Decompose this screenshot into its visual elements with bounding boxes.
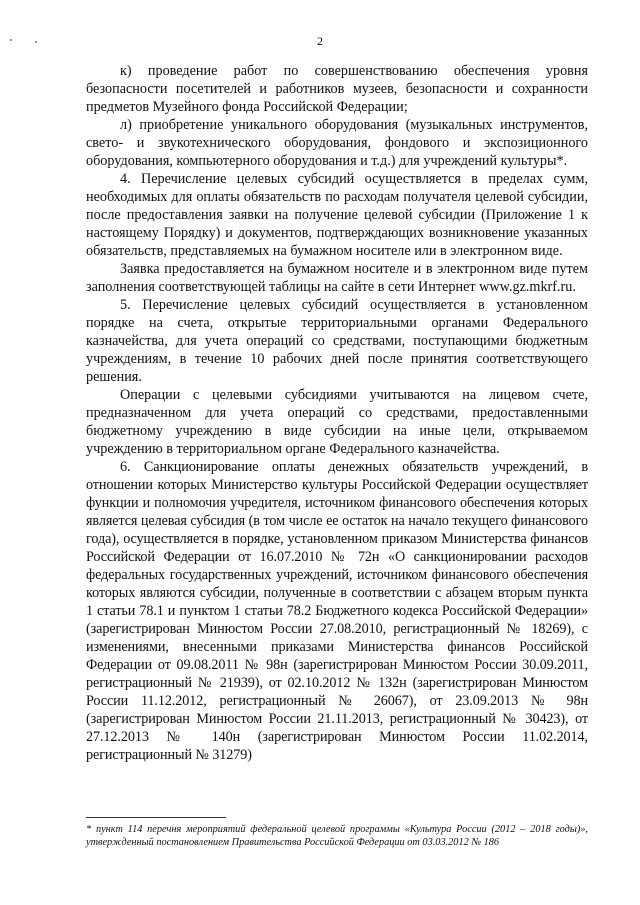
paragraph-operations: Операции с целевыми субсидиями учитываются на лицевом счете, предназначенном для учета операций со средствами, предоставленными бюджетному учреждению в виде субсидии на иные цели, открываемом учреждению в территориальном органе Федерального казначейства. (86, 387, 588, 457)
footnote: * пункт 114 перечня мероприятий федеральной целевой программы «Культура России (2012 – 2018 годы)», утвержденный постановлением Правительства Российской Федерации от 03.03.2012 № 186 (86, 824, 588, 848)
footnote-separator (86, 817, 226, 818)
paragraph-clause-4: 4. Перечисление целевых субсидий осуществляется в пределах сумм, необходимых для оплаты обязательств по расходам получателя целевой субсидии, после предоставления заявки на получение целевой субсидии (Приложение 1 к настоящему Порядку) и документов, подтверждающих возникновение указанных обязательств, представляемых на бумажном носителе или в электронном виде. (86, 171, 588, 259)
page-number: 2 (317, 34, 323, 48)
paragraph-clause-5: 5. Перечисление целевых субсидий осуществляется в установленном порядке на счета, открытые территориальными органами Федерального казначейства, для учета операций со средствами, поступающими бюджетным учреждениям, в течение 10 рабочих дней после принятия соответствующего решения. (86, 297, 588, 385)
document-body (86, 62, 588, 764)
paragraph-application: Заявка предоставляется на бумажном носителе и в электронном виде путем заполнения соответствующей таблицы на сайте в сети Интернет www.gz.mkrf.ru. (86, 261, 588, 295)
paragraph-item-k: к) проведение работ по совершенствованию обеспечения уровня безопасности посетителей и работников музеев, безопасности и сохранности предметов Музейного фонда Российской Федерации; (86, 63, 588, 115)
paragraph-item-l: л) приобретение уникального оборудования (музыкальных инструментов, свето- и звукотехнического оборудования, фондового и экспозиционного оборудования, компьютерного оборудования и т.д.) для учреждений культуры*. (86, 117, 588, 169)
paragraph-clause-6: 6. Санкционирование оплаты денежных обязательств учреждений, в отношении которых Министерство культуры Российской Федерации осуществляет функции и полномочия учредителя, источником финансового обеспечения которых является целевая субсидия (в том числе ее остаток на начало текущего финансового года), осуществляется в порядке, установленном приказом Министерства финансов Российской Федерации от 16.07.2010 № 72н «О санкционировании расходов федеральных государственных учреждений, источником финансового обеспечения которых являются субсидии, полученные в соответствии с абзацем вторым пункта 1 статьи 78.1 и пунктом 1 статьи 78.2 Бюджетного кодекса Российской Федерации» (зарегистрирован Минюстом России 27.08.2010, регистрационный № 18269), с изменениями, внесенными приказами Министерства финансов Российской Федерации от 09.08.2011 № 98н (зарегистрирован Минюстом России 30.09.2011, регистрационный № 21939), от 02.10.2012 № 132н (зарегистрирован Минюстом России 11.12.2012, регистрационный № 26067), от 23.09.2013 № 98н (зарегистрирован Минюстом России 21.11.2013, регистрационный № 30423), от 27.12.2013 № 140н (зарегистрирован Минюстом России 11.02.2014, регистрационный № 31279) (86, 459, 588, 763)
